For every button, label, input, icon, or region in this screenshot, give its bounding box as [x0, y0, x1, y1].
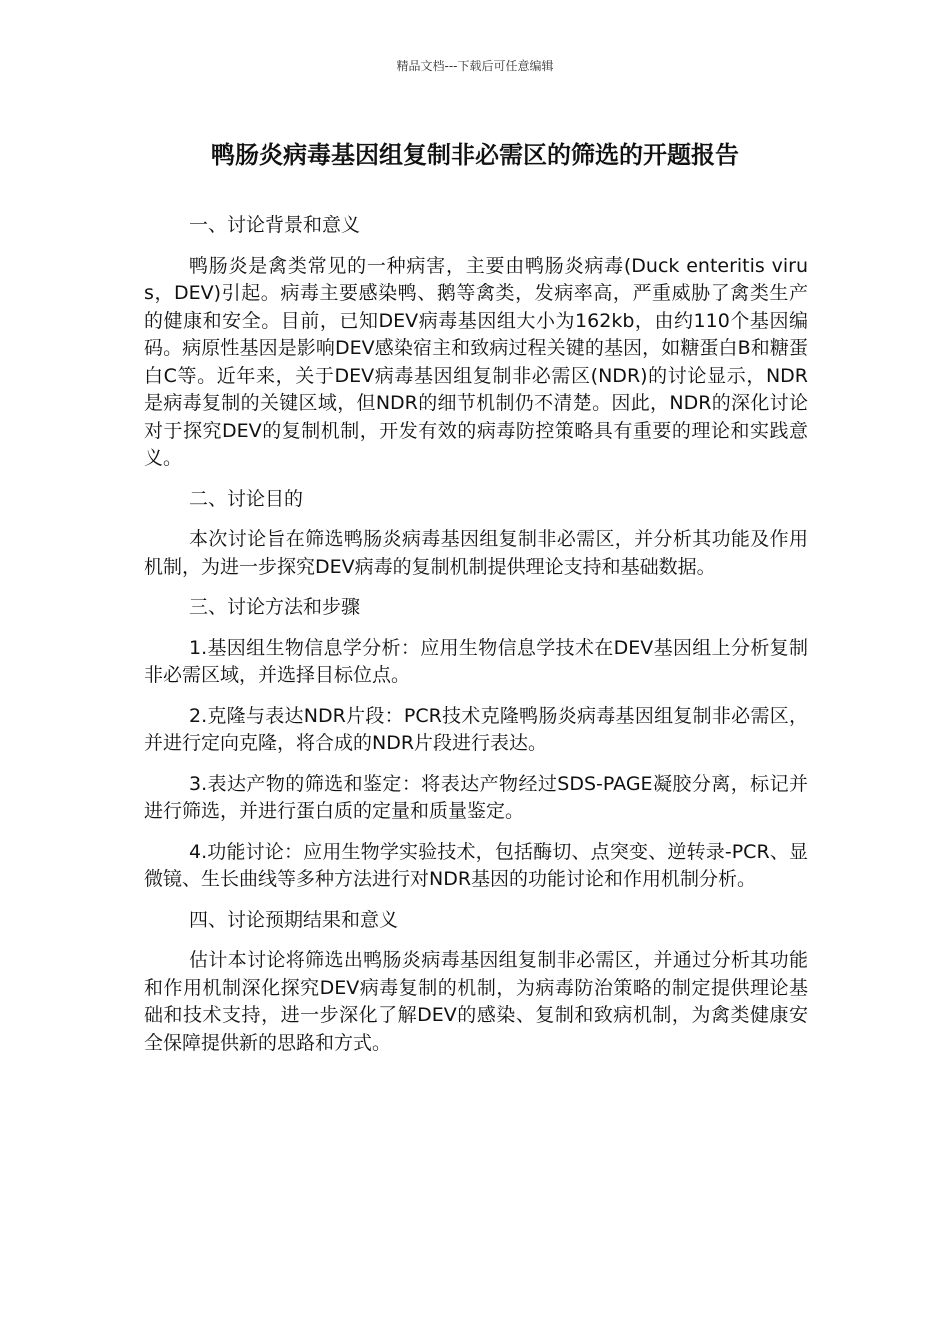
- section-heading-background: 一、讨论背景和意义: [189, 214, 361, 236]
- paragraph-expected-results: 估计本讨论将筛选出鸭肠炎病毒基因组复制非必需区，并通过分析其功能和作用机制深化探究DEV病毒复制的机制，为病毒防治策略的制定提供理论基础和技术支持，进一步深化了解DEV的感染、复制和致病机制，为禽类健康安全保障提供新的思路和方式。: [144, 949, 808, 1054]
- document-title: 鸭肠炎病毒基因组复制非必需区的筛选的开题报告: [211, 141, 739, 169]
- paragraph-method-step-4: 4.功能讨论：应用生物学实验技术，包括酶切、点突变、逆转录-PCR、显微镜、生长曲线等多种方法进行对NDR基因的功能讨论和作用机制分析。: [144, 840, 808, 890]
- paragraph-method-step-2: 2.克隆与表达NDR片段：PCR技术克隆鸭肠炎病毒基因组复制非必需区，并进行定向克隆，将合成的NDR片段进行表达。: [144, 704, 808, 754]
- section-heading-purpose: 二、讨论目的: [189, 487, 304, 510]
- paragraph-method-step-1: 1.基因组生物信息学分析：应用生物信息学技术在DEV基因组上分析复制非必需区域，并选择目标位点。: [144, 636, 808, 686]
- paragraph-method-step-3: 3.表达产物的筛选和鉴定：将表达产物经过SDS-PAGE凝胶分离，标记并进行筛选，并进行蛋白质的定量和质量鉴定。: [144, 772, 808, 822]
- header-note: 精品文档---下载后可任意编辑: [396, 59, 554, 73]
- section-heading-methods: 三、讨论方法和步骤: [189, 596, 361, 618]
- paragraph-background: 鸭肠炎是禽类常见的一种病害，主要由鸭肠炎病毒(Duck enteritis virus，DEV)引起。病毒主要感染鸭、鹅等禽类，发病率高，严重威胁了禽类生产的健康和安全。目前，已知DEV病毒基因组大小为162kb，由约110个基因编码。病原性基因是影响DEV感染宿主和致病过程关键的基因，如糖蛋白B和糖蛋白C等。近年来，关于DEV病毒基因组复制非必需区(NDR)的讨论显示，NDR是病毒复制的关键区域，但NDR的细节机制仍不清楚。因此，NDR的深化讨论对于探究DEV的复制机制，开发有效的病毒防控策略具有重要的理论和实践意义。: [144, 254, 808, 469]
- document-body: [144, 212, 808, 1070]
- paragraph-purpose: 本次讨论旨在筛选鸭肠炎病毒基因组复制非必需区，并分析其功能及作用机制，为进一步探究DEV病毒的复制机制提供理论支持和基础数据。: [144, 528, 808, 578]
- section-heading-expected-results: 四、讨论预期结果和意义: [189, 908, 399, 931]
